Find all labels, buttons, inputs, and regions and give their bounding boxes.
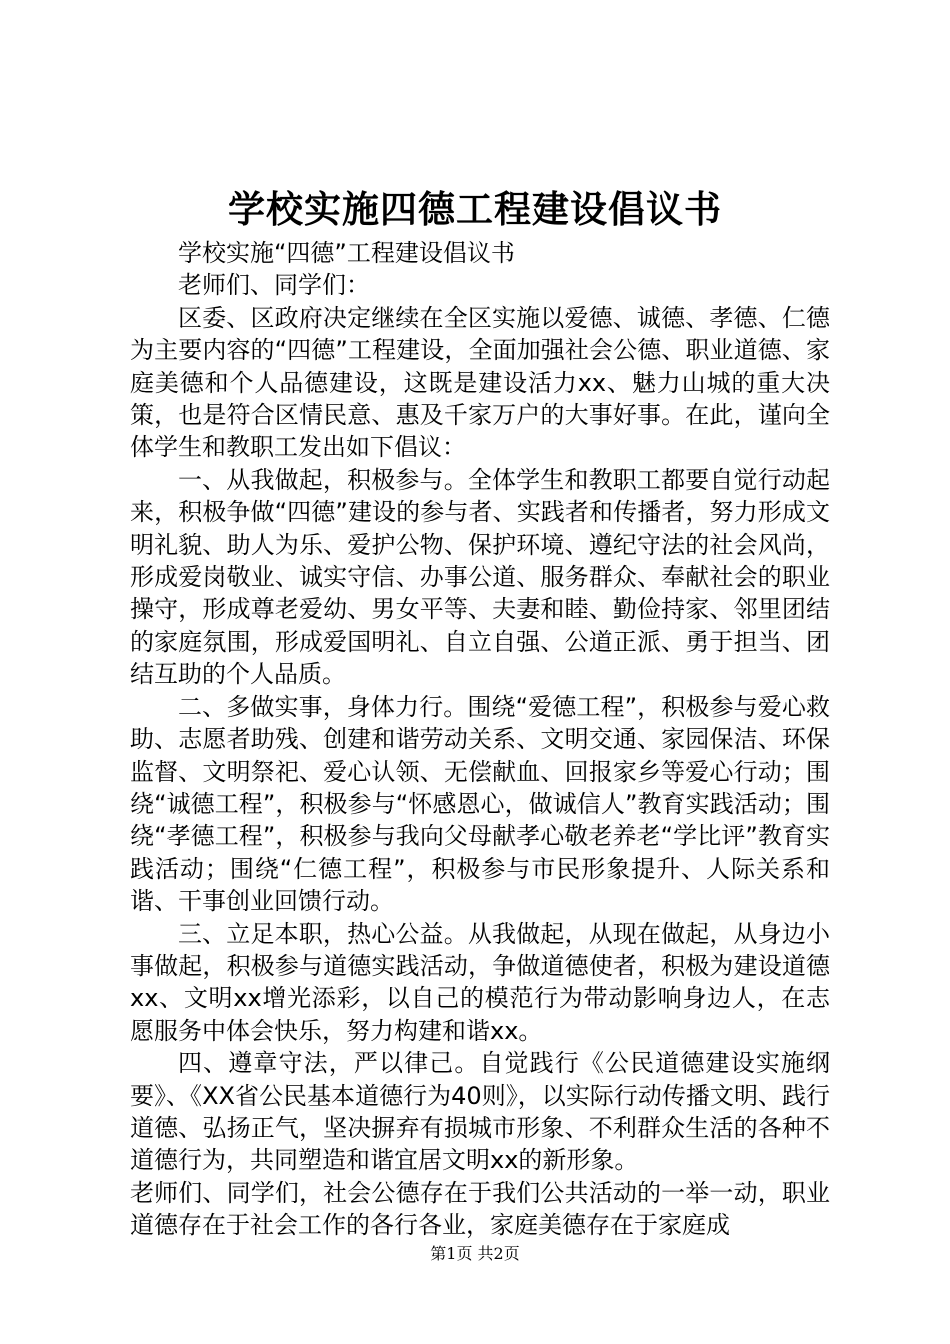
- proposal-two-paragraph: 二、多做实事，身体力行。围绕“爱德工程”，积极参与爱心救助、志愿者助残、创建和谐劳动关系、文明交通、家园保洁、环保监督、文明祭祀、爱心认领、无偿献血、回报家乡等爱心行动；围绕“诚德工程”，积极参与“怀感恩心，做诚信人”教育实践活动；围绕“孝德工程”，积极参与我向父母献孝心敬老养老“学比评”教育实践活动；围绕“仁德工程”，积极参与市民形象提升、人际关系和谐、干事创业回馈行动。: [130, 692, 830, 916]
- salutation-paragraph: 老师们、同学们：: [178, 271, 370, 300]
- page-footer: 第1页 共2页: [430, 1244, 520, 1263]
- subtitle-paragraph: 学校实施“四德”工程建设倡议书: [178, 239, 515, 267]
- proposal-four-paragraph: 四、遵章守法，严以律己。自觉践行《公民道德建设实施纲要》、《XX省公民基本道德行为40则》，以实际行动传播文明、践行道德、弘扬正气，坚决摒弃有损城市形象、不利群众生活的各种不道德行为，共同塑造和谐宜居文明xx的新形象。: [130, 1049, 830, 1175]
- closing-paragraph: 老师们、同学们，社会公德存在于我们公共活动的一举一动，职业道德存在于社会工作的各行各业，家庭美德存在于家庭成: [130, 1178, 830, 1240]
- proposal-three-paragraph: 三、立足本职，热心公益。从我做起，从现在做起，从身边小事做起，积极参与道德实践活动，争做道德使者，积极为建设道德xx、文明xx增光添彩，以自己的模范行为带动影响身边人，在志愿服务中体会快乐，努力构建和谐xx。: [130, 919, 830, 1045]
- document-title: 学校实施四德工程建设倡议书: [228, 187, 722, 231]
- proposal-one-paragraph: 一、从我做起，积极参与。全体学生和教职工都要自觉行动起来，积极争做“四德”建设的参与者、实践者和传播者，努力形成文明礼貌、助人为乐、爱护公物、保护环境、遵纪守法的社会风尚，形成爱岗敬业、诚实守信、办事公道、服务群众、奉献社会的职业操守，形成尊老爱幼、男女平等、夫妻和睦、勤俭持家、邻里团结的家庭氛围，形成爱国明礼、自立自强、公道正派、勇于担当、团结互助的个人品质。: [130, 465, 830, 689]
- document-body: [130, 237, 830, 1242]
- intro-paragraph: 区委、区政府决定继续在全区实施以爱德、诚德、孝德、仁德为主要内容的“四德”工程建设，全面加强社会公德、职业道德、家庭美德和个人品德建设，这既是建设活力xx、魅力山城的重大决策，也是符合区情民意、惠及千家万户的大事好事。在此，谨向全体学生和教职工发出如下倡议：: [130, 303, 830, 462]
